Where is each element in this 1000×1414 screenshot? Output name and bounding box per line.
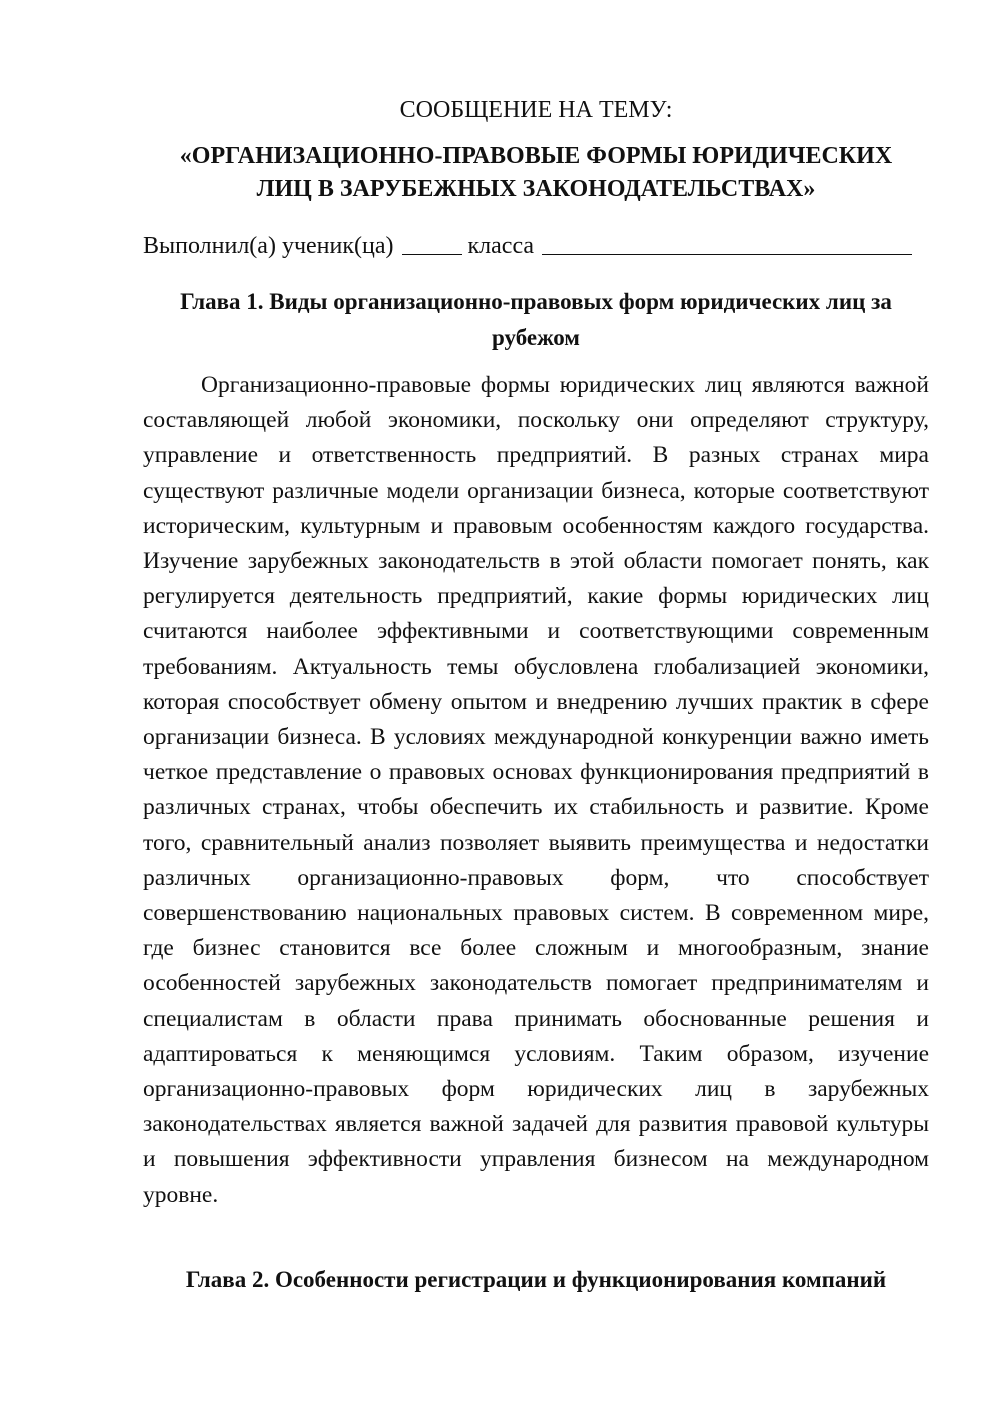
completed-by-label: Выполнил(а) ученик(ца) [143,233,394,259]
class-blank [402,230,462,255]
chapter-1-paragraph: Организационно-правовые формы юридических лиц являются важной составляющей любой экономики, поскольку они определяют структуру, управление и ответственность предприятий. В разных странах мира существуют различные модели организации бизнеса, которые соответствуют историческим, культурным и правовым особенностям каждого государства. Изучение зарубежных законодательств в этой области помогает понять, как регулируется деятельность предприятий, какие формы юридических лиц считаются наиболее эффективными и соответствующими современным требованиям. Актуальность темы обусловлена глобализацией экономики, которая способствует обмену опытом и внедрению лучших практик в сфере организации бизнеса. В условиях международной конкуренции важно иметь четкое представление о правовых основах функционирования предприятий в различных странах, чтобы обеспечить их стабильность и развитие. Кроме того, сравнительный анализ позволяет выявить преимущества и недостатки различных организационно-правовых форм, что способствует совершенствованию национальных правовых систем. В современном мире, где бизнес становится все более сложным и многообразным, знание особенностей зарубежных законодательств помогает предпринимателям и специалистам в области права принимать обоснованные решения и адаптироваться к меняющимся условиям. Таким образом, изучение организационно-правовых форм юридических лиц в зарубежных законодательствах является важной задачей для развития правовой культуры и повышения эффективности управления бизнесом на международном уровне. [143,372,929,1208]
document-header: СООБЩЕНИЕ НА ТЕМУ: [399,97,673,123]
chapter-1-heading-line-1: Глава 1. Виды организационно-правовых форм юридических лиц за [180,289,892,314]
document-title [143,140,929,206]
title-line-2: ЛИЦ В ЗАРУБЕЖНЫХ ЗАКОНОДАТЕЛЬСТВАХ» [256,176,816,202]
chapter-2-heading: Глава 2. Особенности регистрации и функционирования компаний [185,1267,887,1292]
class-label: класса [467,233,535,259]
signature-line [143,228,929,264]
title-line-1: «ОРГАНИЗАЦИОННО-ПРАВОВЫЕ ФОРМЫ ЮРИДИЧЕСКИХ [179,143,893,169]
chapter-1-heading [143,284,929,356]
name-blank [542,230,912,255]
chapter-1-heading-line-2: рубежом [492,325,580,350]
